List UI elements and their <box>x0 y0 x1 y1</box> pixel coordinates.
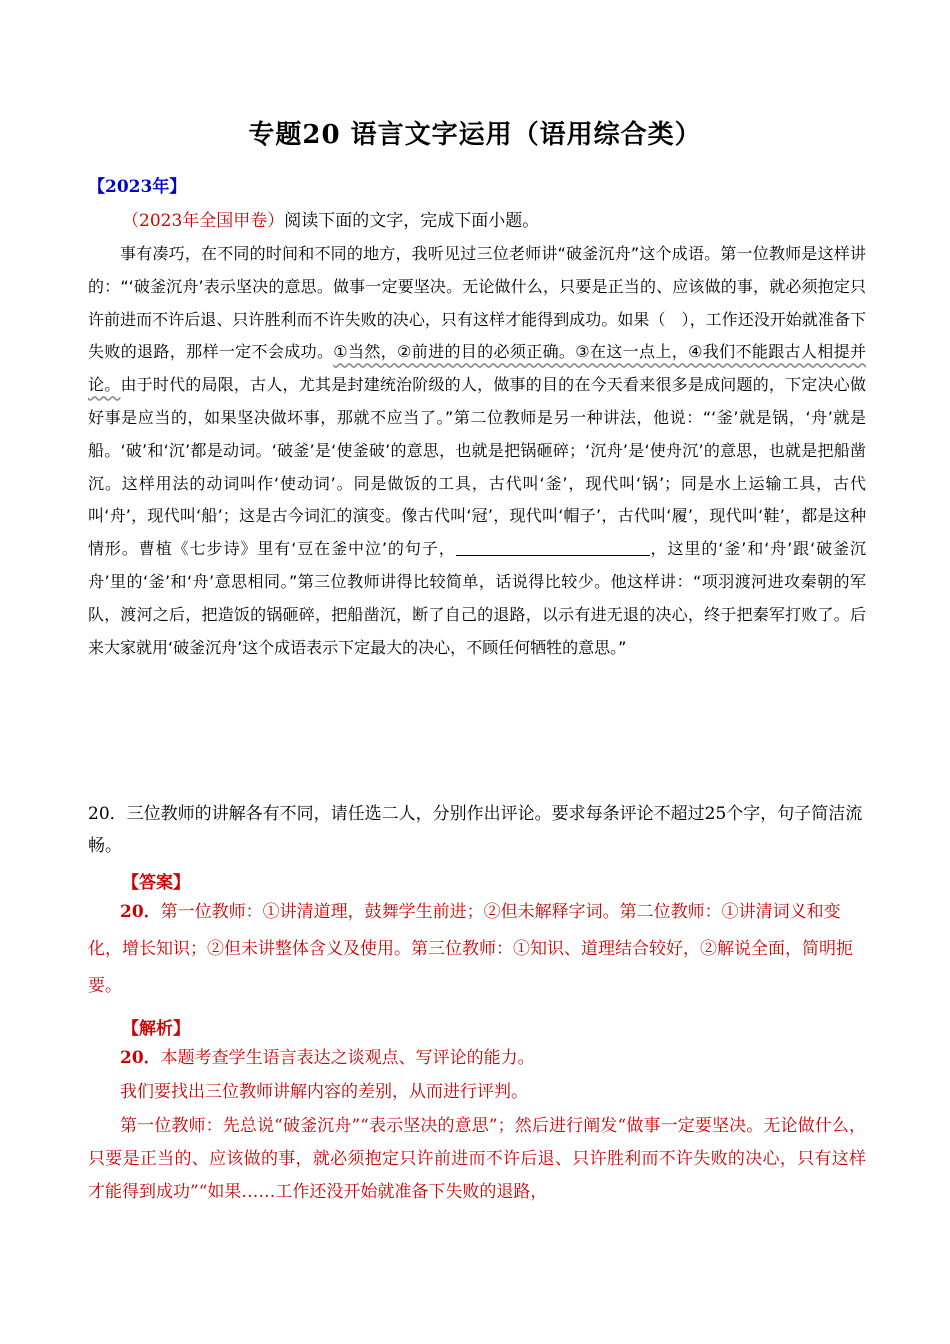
reading-passage <box>88 238 866 664</box>
wavy-underlined-sentence: ①当然，②前进的目的必须正确。③在这一点上，④我们不能跟古人相提并论。 <box>88 342 866 395</box>
passage-text-1: 事有凑巧，在不同的时间和不同的地方，我听见过三位老师讲“破釜沉舟”这个成语。第一位教师是这样讲的：“‘破釜沉舟’表示坚决的意思。做事一定要坚决。无论做什么，只要是正当的、应该做的事，就必须抱定只许前进而不许后退、只许胜利而不许失败的决心，只有这样才能得到成功。如果（ ），工作还没开始就准备下失败的退路，那样一定不会成功。 <box>88 244 866 362</box>
passage-text-2: 由于时代的局限，古人，尤其是封建统治阶级的人，做事的目的在今天看来很多是成问题的，下定决心做好事是应当的，如果坚决做坏事，那就不应当了。”第二位教师是另一种讲法，他说：“‘釜’就是锅，‘舟’就是船。‘破’和‘沉’都是动词。‘破釜’是‘使釜破’的意思，也就是把锅砸碎；‘沉舟’是‘使舟沉’的意思，也就是把船凿沉。这样用法的动词叫作‘使动词’。同是做饭的工具，古代叫‘釜’，现代叫‘锅’；同是水上运输工具，古代叫‘舟’，现代叫‘船’；这是古今词汇的演变。像古代叫‘冠’，现代叫‘帽子’，古代叫‘履’，现代叫‘鞋’，都是这种情形。曹植《七步诗》里有‘豆在釜中泣’的句子， <box>88 375 866 559</box>
passage-text-3: ，这里的‘釜’和‘舟’跟‘破釜沉舟’里的‘釜’和‘舟’意思相同。”第三位教师讲得比较简单，话说得比较少。他这样讲：“项羽渡河进攻秦朝的军队，渡河之后，把造饭的锅砸碎，把船凿沉，断了自己的退路，以示有进无退的决心，终于把秦军打败了。后来大家就用‘破釜沉舟’这个成语表示下定最大的决心，不顾任何牺牲的意思。” <box>88 539 866 657</box>
source-label: （2023年全国甲卷） <box>122 211 285 231</box>
analysis-line-1-text: 本题考查学生语言表达之谈观点、写评论的能力。 <box>160 1048 535 1068</box>
analysis-number: 20． <box>120 1048 161 1068</box>
fill-in-blank <box>456 539 650 556</box>
question-intro <box>122 206 539 231</box>
analysis-line-2: 我们要找出三位教师讲解内容的差别，从而进行评判。 <box>120 1082 528 1102</box>
answer-text <box>88 894 866 1005</box>
analysis-tag: 【解析】 <box>122 1019 190 1039</box>
analysis-line-3: 第一位教师：先总说“破釜沉舟”“表示坚决的意思”；然后进行阐发“做事一定要坚决。无论做什么，只要是正当的、应该做的事，就必须抱定只许前进而不许后退、只许胜利而不许失败的决心，只有这样才能得到成功”“如果……工作还没开始就准备下失败的退路， <box>88 1116 866 1202</box>
page-title: 专题20 语言文字运用（语用综合类） <box>248 120 702 150</box>
year-tag: 【2023年】 <box>88 177 187 197</box>
instruction-text: 阅读下面的文字，完成下面小题。 <box>284 211 540 231</box>
analysis-line-1 <box>88 1042 866 1075</box>
question-20: 20．三位教师的讲解各有不同，请任选二人，分别作出评论。要求每条评论不超过25个字，句子简洁流畅。 <box>88 804 863 856</box>
answer-number: 20． <box>120 902 161 922</box>
answer-tag: 【答案】 <box>122 873 190 893</box>
answer-body: 第一位教师：①讲清道理，鼓舞学生前进；②但未解释字词。第二位教师：①讲清词义和变化，增长知识；②但未讲整体含义及使用。第三位教师：①知识、道理结合较好，②解说全面，简明扼要。 <box>88 902 853 996</box>
